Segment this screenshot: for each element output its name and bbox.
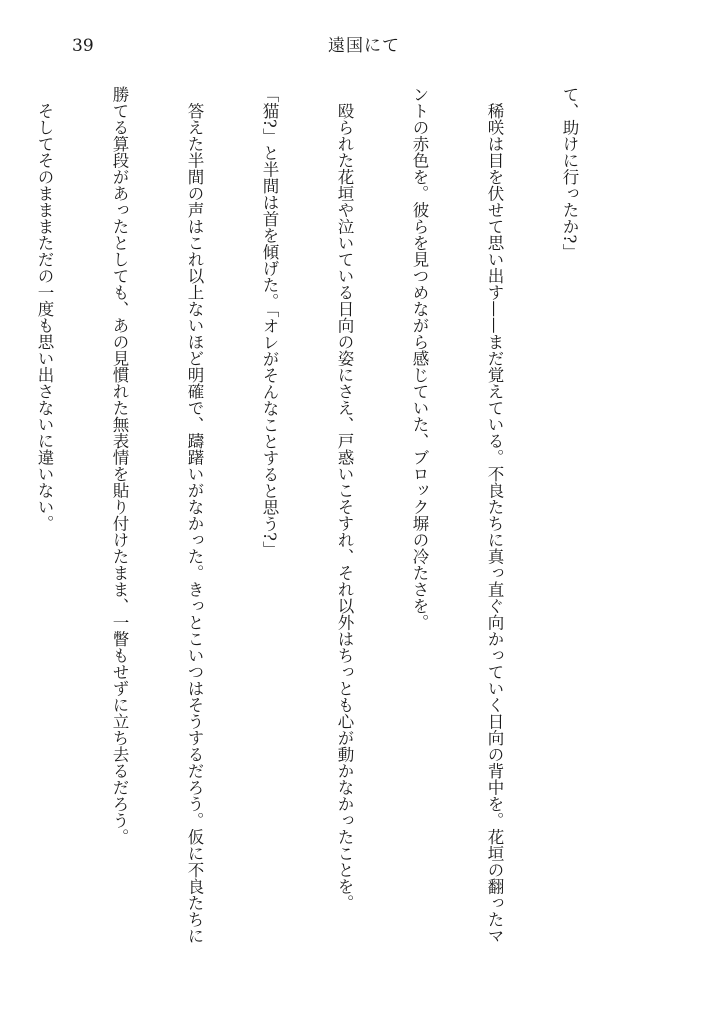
text-line: て、助けに行ったか?」 bbox=[560, 86, 579, 260]
text-line: 殴られた花垣や泣いている日向の姿にさえ、戸惑いこそすれ、それ以外はちっとも心が動かなかったことを。 bbox=[335, 86, 354, 911]
text-line: 「猫?」と半間は首を傾げた。「オレがそんなことすると思う?」 bbox=[260, 86, 279, 558]
text-line: 稀咲は目を伏せて思い出す——まだ覚えている。不良たちに真っ直ぐ向かっていく日向の背中を。花垣の翻ったマ bbox=[485, 86, 504, 944]
text-line: 勝てる算段があったとしても、あの見慣れた無表情を貼り付けたまま、一瞥もせずに立ち去るだろう。 bbox=[110, 86, 129, 845]
text-line: ントの赤色を。彼らを見つめながら感じていた、ブロック塀の冷たさを。 bbox=[410, 86, 429, 631]
body-text bbox=[35, 86, 632, 966]
page-number: 39 bbox=[72, 36, 94, 56]
text-line: 答えた半間の声はこれ以上ないほど明確で、躊躇いがなかった。きっとこいつはそうするだろう。仮に不良たちに bbox=[185, 86, 204, 944]
chapter-title: 遠国にて bbox=[328, 36, 400, 56]
text-line: そしてそのまままただの一度も思い出さないに違いない。 bbox=[35, 86, 54, 532]
